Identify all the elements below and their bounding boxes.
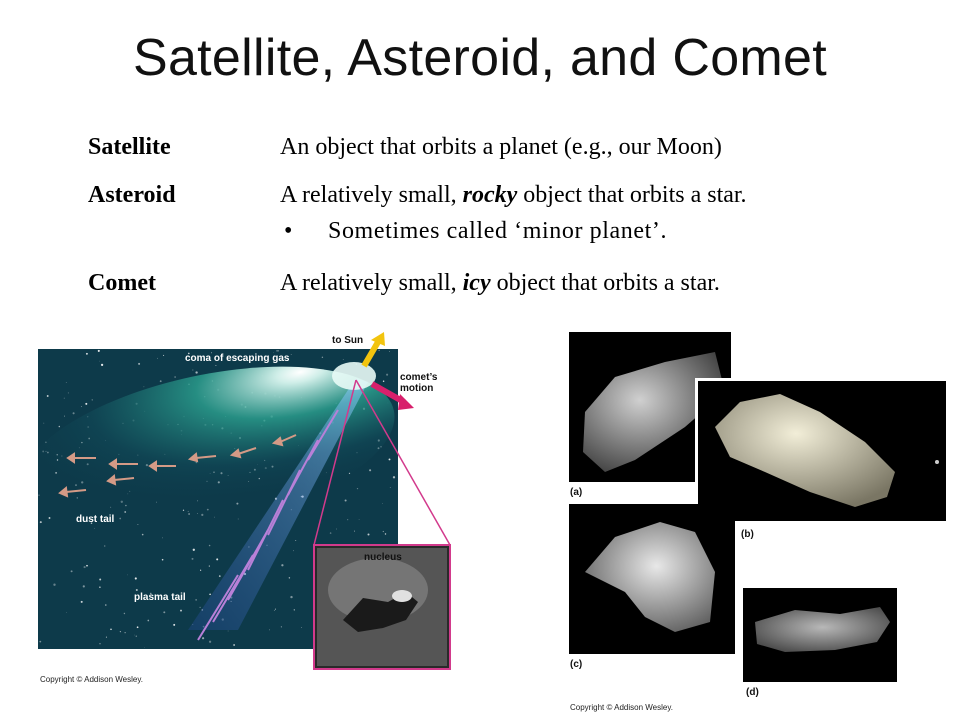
star [134, 635, 135, 636]
star [143, 386, 144, 387]
star [162, 559, 164, 561]
star [73, 412, 75, 414]
star [336, 529, 337, 530]
star [293, 550, 294, 551]
star [393, 476, 395, 478]
star [138, 363, 140, 365]
star [99, 361, 100, 362]
star [193, 549, 195, 551]
star [209, 593, 211, 595]
star [92, 399, 93, 400]
desc-asteroid-part3: object that orbits a star. [517, 182, 747, 208]
asteroid-note-text: Sometimes called ‘minor planet’. [328, 218, 668, 244]
star [195, 371, 197, 373]
star [47, 395, 49, 397]
star [192, 558, 194, 560]
star [99, 579, 101, 581]
star [99, 643, 100, 644]
star [43, 423, 44, 424]
star [106, 637, 107, 638]
star [147, 620, 149, 622]
star [68, 392, 69, 393]
star [289, 577, 290, 578]
star [322, 357, 323, 358]
star [209, 566, 210, 567]
star [127, 575, 128, 576]
star [86, 353, 88, 355]
star [142, 534, 144, 536]
star [162, 538, 163, 539]
panel-c-label: (c) [570, 659, 583, 670]
slide-title: Satellite, Asteroid, and Comet [132, 29, 828, 87]
star [163, 611, 165, 613]
desc-asteroid [280, 178, 747, 212]
star [233, 644, 235, 646]
desc-comet-part3: object that orbits a star. [490, 270, 720, 296]
star [66, 382, 67, 383]
star [383, 380, 384, 381]
star [215, 365, 216, 366]
star [301, 627, 302, 628]
star [295, 540, 296, 541]
label-nucleus: nucleus [364, 552, 402, 563]
star [81, 406, 82, 407]
desc-comet-part1: A relatively small, [280, 270, 463, 296]
star [174, 376, 176, 378]
star [40, 521, 42, 523]
star [173, 624, 175, 626]
star [202, 637, 204, 639]
star [379, 350, 380, 351]
star [64, 398, 65, 399]
star [274, 610, 275, 611]
star [99, 586, 101, 588]
star [354, 531, 355, 532]
star [367, 533, 369, 535]
star [294, 609, 295, 610]
star [125, 632, 126, 633]
star [39, 641, 41, 643]
star [359, 519, 360, 520]
star [180, 610, 182, 612]
desc-comet-emphasis: icy [462, 270, 491, 296]
star [144, 647, 145, 648]
star [269, 630, 270, 631]
star [64, 416, 65, 417]
comet-diagram [38, 330, 458, 690]
star [383, 531, 384, 532]
star [281, 564, 283, 566]
star [390, 487, 391, 488]
star [209, 641, 211, 643]
star [136, 636, 137, 637]
star [281, 626, 282, 627]
desc-satellite: An object that orbits a planet (e.g., our Moon) [280, 134, 722, 160]
star [195, 599, 196, 600]
star [209, 545, 211, 547]
star [219, 575, 221, 577]
star [66, 612, 67, 613]
star [135, 577, 137, 579]
term-asteroid: Asteroid [88, 182, 176, 208]
star [105, 604, 107, 606]
desc-comet [280, 266, 720, 300]
star [193, 370, 194, 371]
star [163, 355, 164, 356]
label-coma: coma of escaping gas [185, 353, 290, 364]
label-motion-1: comet’s [400, 372, 438, 383]
star [101, 364, 103, 366]
star [136, 589, 138, 591]
star [278, 350, 279, 351]
star [343, 359, 344, 360]
star [228, 631, 229, 632]
desc-asteroid-emphasis: rocky [462, 182, 518, 208]
star [137, 626, 139, 628]
star [104, 545, 105, 546]
desc-asteroid-part1: A relatively small, [280, 182, 463, 208]
star [83, 585, 85, 587]
panel-b-label: (b) [741, 529, 754, 540]
term-comet: Comet [88, 270, 156, 296]
star [386, 374, 388, 376]
star [157, 358, 158, 359]
panel-a-label: (a) [570, 487, 583, 498]
star [120, 631, 121, 632]
star [389, 458, 391, 460]
star [347, 519, 348, 520]
star [385, 533, 386, 534]
label-motion-2: motion [400, 383, 434, 394]
bullet-dot: • [284, 218, 293, 244]
star [382, 503, 383, 504]
asteroid-copyright: Copyright © Addison Wesley. [570, 703, 673, 712]
star [85, 403, 87, 405]
panel-d-label: (d) [746, 687, 759, 698]
star [291, 354, 292, 355]
star [216, 558, 218, 560]
star [276, 350, 277, 351]
star [81, 601, 83, 603]
star [86, 565, 88, 567]
star [200, 570, 201, 571]
star [71, 570, 73, 572]
star [124, 613, 125, 614]
label-plasma-tail: plasma tail [134, 592, 186, 603]
star [199, 607, 200, 608]
star [53, 584, 55, 586]
star [389, 351, 390, 352]
star [290, 596, 292, 598]
star [357, 488, 358, 489]
star [275, 609, 276, 610]
star [369, 469, 371, 471]
star [110, 628, 112, 630]
star [98, 350, 100, 352]
label-to-sun: to Sun [332, 335, 364, 346]
asteroid-photos [565, 332, 955, 716]
label-dust-tail: dust tail [76, 514, 115, 525]
term-satellite: Satellite [88, 134, 171, 160]
star [330, 532, 332, 534]
star [160, 380, 162, 382]
star [345, 499, 347, 501]
comet-copyright: Copyright © Addison Wesley. [40, 675, 143, 684]
star [59, 426, 61, 428]
star [84, 566, 86, 568]
